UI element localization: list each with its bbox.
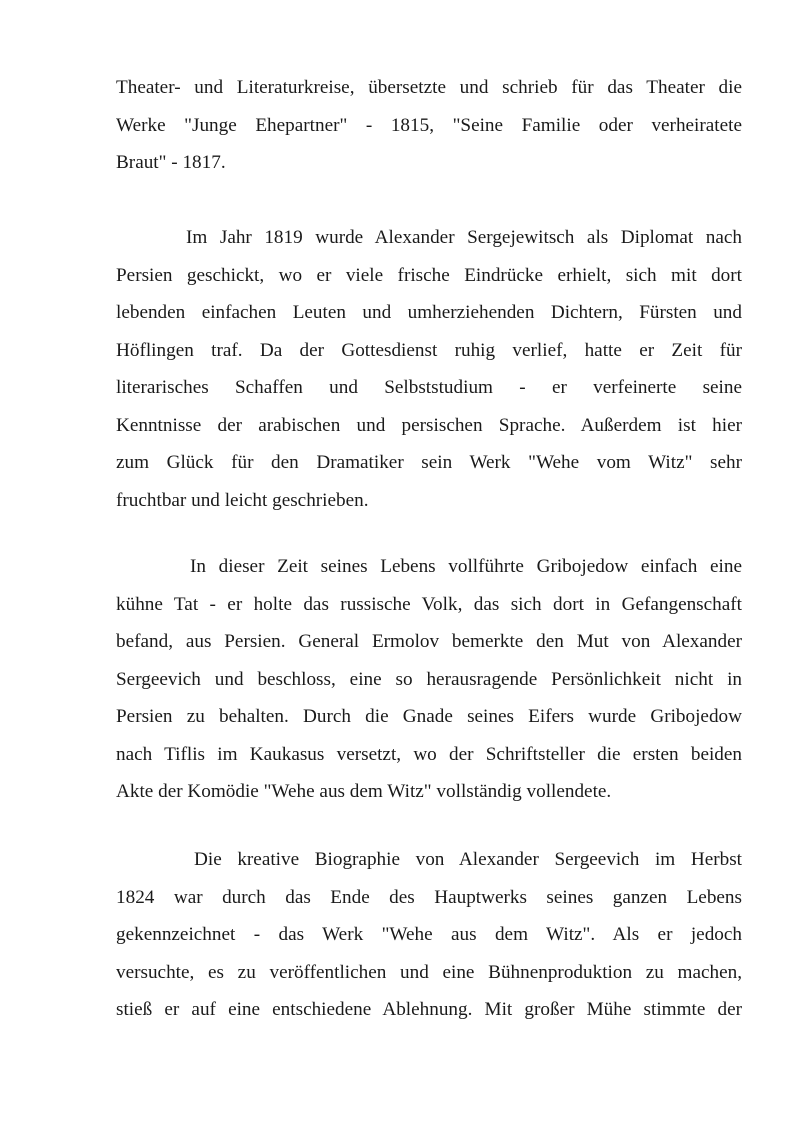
paragraph-4 bbox=[116, 841, 742, 1029]
paragraph-line: Persien zu behalten. Durch die Gnade seines Eifers wurde Gribojedow bbox=[116, 706, 742, 727]
paragraph-line: Theater- und Literaturkreise, übersetzte und schrieb für das Theater die bbox=[116, 77, 742, 98]
paragraph-line: nach Tiflis im Kaukasus versetzt, wo der Schriftsteller die ersten beiden bbox=[116, 743, 742, 765]
paragraph-line: Im Jahr 1819 wurde Alexander Sergejewitsch als Diplomat nach bbox=[186, 227, 742, 248]
paragraph-3 bbox=[116, 548, 742, 811]
paragraph-line: befand, aus Persien. General Ermolov bemerkte den Mut von Alexander bbox=[116, 631, 742, 652]
paragraph-line: literarisches Schaffen und Selbststudium - er verfeinerte seine bbox=[116, 377, 742, 398]
paragraph-2 bbox=[116, 219, 742, 519]
paragraph-line: 1824 war durch das Ende des Hauptwerks seines ganzen Lebens bbox=[116, 886, 742, 908]
paragraph-line: lebenden einfachen Leuten und umherziehenden Dichtern, Fürsten und bbox=[116, 302, 742, 323]
paragraph-line: In dieser Zeit seines Lebens vollführte Gribojedow einfach eine bbox=[190, 556, 742, 577]
paragraph-line: fruchtbar und leicht geschrieben. bbox=[116, 489, 369, 511]
paragraph-line: gekennzeichnet - das Werk "Wehe aus dem Witz". Als er jedoch bbox=[116, 924, 742, 945]
paragraph-line: Persien geschickt, wo er viele frische Eindrücke erhielt, sich mit dort bbox=[116, 264, 742, 286]
paragraph-line: Werke "Junge Ehepartner" - 1815, "Seine Familie oder verheiratete bbox=[116, 114, 742, 136]
paragraph-line: Sergeevich und beschloss, eine so herausragende Persönlichkeit nicht in bbox=[116, 668, 742, 690]
paragraph-line: versuchte, es zu veröffentlichen und eine Bühnenproduktion zu machen, bbox=[116, 961, 742, 983]
paragraph-line: stieß er auf eine entschiedene Ablehnung. Mit großer Mühe stimmte der bbox=[116, 999, 742, 1020]
paragraph-line: Akte der Komödie "Wehe aus dem Witz" vollständig vollendete. bbox=[116, 781, 612, 802]
paragraph-line: Kenntnisse der arabischen und persischen Sprache. Außerdem ist hier bbox=[116, 414, 742, 436]
paragraph-line: Braut" - 1817. bbox=[116, 152, 226, 173]
paragraph-line: Die kreative Biographie von Alexander Sergeevich im Herbst bbox=[194, 849, 742, 870]
paragraph-line: kühne Tat - er holte das russische Volk, das sich dort in Gefangenschaft bbox=[116, 593, 742, 615]
paragraph-line: zum Glück für den Dramatiker sein Werk "Wehe vom Witz" sehr bbox=[116, 452, 742, 473]
paragraph-line: Höflingen traf. Da der Gottesdienst ruhig verlief, hatte er Zeit für bbox=[116, 339, 742, 361]
paragraph-1 bbox=[116, 69, 742, 182]
